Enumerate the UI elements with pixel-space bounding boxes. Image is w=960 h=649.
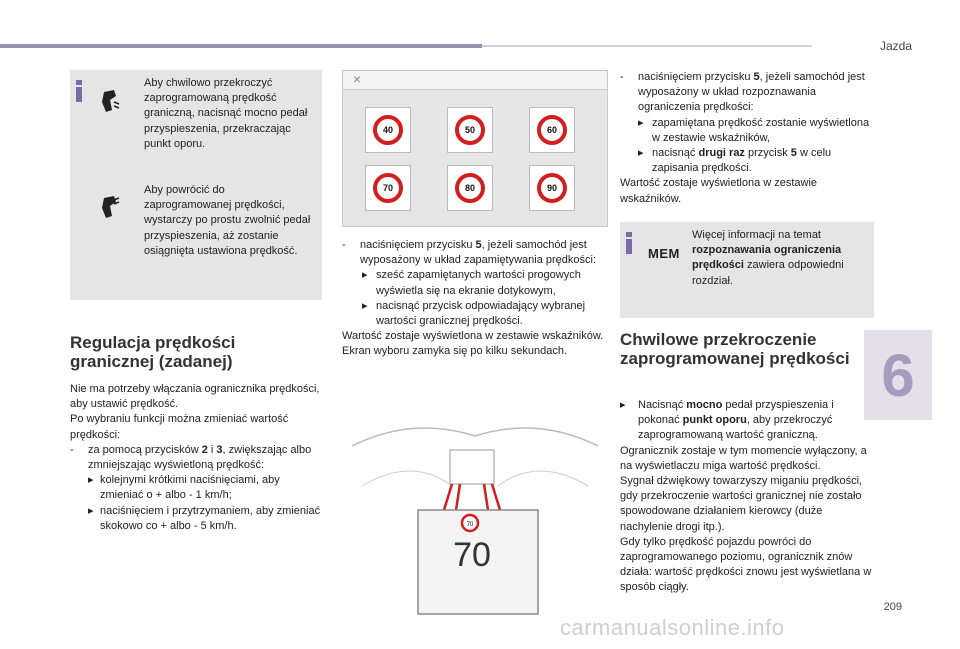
info-text-1: Aby chwilowo przekroczyć zaprogramowaną prędkość graniczną, nacisnąć mocno pedał przyspieszenia, przekraczając punkt oporu. <box>144 77 308 150</box>
arrow-icon: ▸ <box>88 474 94 487</box>
right-body-top <box>620 70 876 207</box>
left-body <box>70 382 322 534</box>
info-text-recognition: Więcej informacji na temat rozpoznawania ograniczenia prędkości zawiera odpowiedni rozdział. <box>692 229 844 287</box>
dash-speed-value: 70 <box>453 536 491 574</box>
arrow-icon: ▸ <box>638 116 644 129</box>
speed-sign-60[interactable]: 60 <box>529 107 575 153</box>
middle-p1: Wartość zostaje wyświetlona w zestawie wskaźników. <box>342 330 604 343</box>
arrow-icon: ▸ <box>88 504 94 517</box>
top-rule <box>0 44 482 48</box>
right-p2: Ogranicznik zostaje w tym momencie wyłączony, a na wyświetlaczu miga wartość prędkości. <box>620 444 867 472</box>
page-number: 209 <box>883 601 902 613</box>
speed-sign-90[interactable]: 90 <box>529 165 575 211</box>
watermark: carmanualsonline.info <box>560 615 785 640</box>
arrow-icon: ▸ <box>362 269 368 282</box>
instrument-cluster-illustration <box>352 426 598 621</box>
right-sub-1: ▸ zapamiętana prędkość zostanie wyświetlona w zestawie wskaźników, <box>638 116 870 144</box>
left-bullet-1: - za pomocą przycisków 2 i 3, zwiększając albo zmniejszając wyświetloną prędkość: <box>70 443 312 472</box>
info-box-recognition <box>620 222 874 318</box>
chapter-tab: 6 <box>864 330 932 420</box>
top-rule-light <box>482 45 812 47</box>
pedal-press-icon <box>100 88 120 114</box>
right-bullet-2: ▸ Nacisnąć mocno pedał przyspieszenia i pokonać punkt oporu, aby przekroczyć zaprogramowaną wartość graniczną. <box>620 399 834 442</box>
speed-sign-40[interactable]: 40 <box>365 107 411 153</box>
info-box-override <box>70 70 322 300</box>
arrow-icon: ▸ <box>620 399 626 411</box>
pedal-release-icon <box>100 194 120 220</box>
right-p3: Sygnał dźwiękowy towarzyszy miganiu prędkości, gdy przekroczenie wartości granicznej nie zostało spowodowane działaniem kierowcy (duże nachylenie drogi itp.). <box>620 475 863 533</box>
middle-sub-2: ▸ nacisnąć przycisk odpowiadający wybranej wartości granicznej prędkości. <box>362 299 586 328</box>
dash-sign-label: 70 <box>466 522 474 528</box>
info-icon <box>626 232 632 254</box>
heading-temporary-override: Chwilowe przekroczenie zaprogramowanej prędkości <box>620 330 850 368</box>
left-sub-2: ▸ naciśnięciem i przytrzymaniem, aby zmieniać skokowo co + albo - 5 km/h. <box>88 504 321 532</box>
heading-speed-setting: Regulacja prędkości granicznej (zadanej) <box>70 333 236 371</box>
arrow-icon: ▸ <box>638 147 644 160</box>
middle-p2: Ekran wyboru zamyka się po kilku sekundach. <box>342 345 567 358</box>
left-p1: Nie ma potrzeby włączania ogranicznika prędkości, aby ustawić prędkość. <box>70 383 320 411</box>
right-sub-2: ▸ nacisnąć drugi raz przycisk 5 w celu zapisania prędkości. <box>638 147 832 175</box>
right-body-bottom <box>620 398 876 596</box>
right-p4: Gdy tylko prędkość pojazdu powróci do zaprogramowanego poziomu, ogranicznik znów działa: wartość prędkości znowu jest wyświetlana w sposób ciągły. <box>620 535 872 594</box>
section-title: Jazda <box>879 39 912 53</box>
mem-button-label: MEM <box>648 246 680 261</box>
speed-sign-80[interactable]: 80 <box>447 165 493 211</box>
left-p2: Po wybraniu funkcji można zmieniać wartość prędkości: <box>70 413 289 441</box>
middle-bullet-1: - naciśnięciem przycisku 5, jeżeli samochód jest wyposażony w układ zapamiętywania prędkości: <box>342 239 597 267</box>
speed-sign-50[interactable]: 50 <box>447 107 493 153</box>
middle-sub-1: ▸ sześć zapamiętanych wartości progowych wyświetla się na ekranie dotykowym, <box>362 269 581 297</box>
touchscreen-speed-selection <box>342 70 608 227</box>
middle-body <box>342 238 604 360</box>
right-bullet-1: - naciśnięciem przycisku 5, jeżeli samochód jest wyposażony w układ rozpoznawania ograniczenia prędkości: <box>620 71 865 114</box>
left-sub-1: ▸ kolejnymi krótkimi naciśnięciami, aby zmieniać o + albo - 1 km/h; <box>88 474 280 502</box>
close-icon[interactable]: × <box>353 71 362 87</box>
speed-sign-70[interactable]: 70 <box>365 165 411 211</box>
info-icon <box>76 80 82 102</box>
arrow-icon: ▸ <box>362 299 368 312</box>
info-text-2: Aby powrócić do zaprogramowanej prędkości, wystarczy po prostu zwolnić pedał przyspieszenia, aż zostanie osiągnięta ustawiona prędkość. <box>144 184 311 257</box>
right-p1: Wartość zostaje wyświetlona w zestawie wskaźników. <box>620 177 818 205</box>
